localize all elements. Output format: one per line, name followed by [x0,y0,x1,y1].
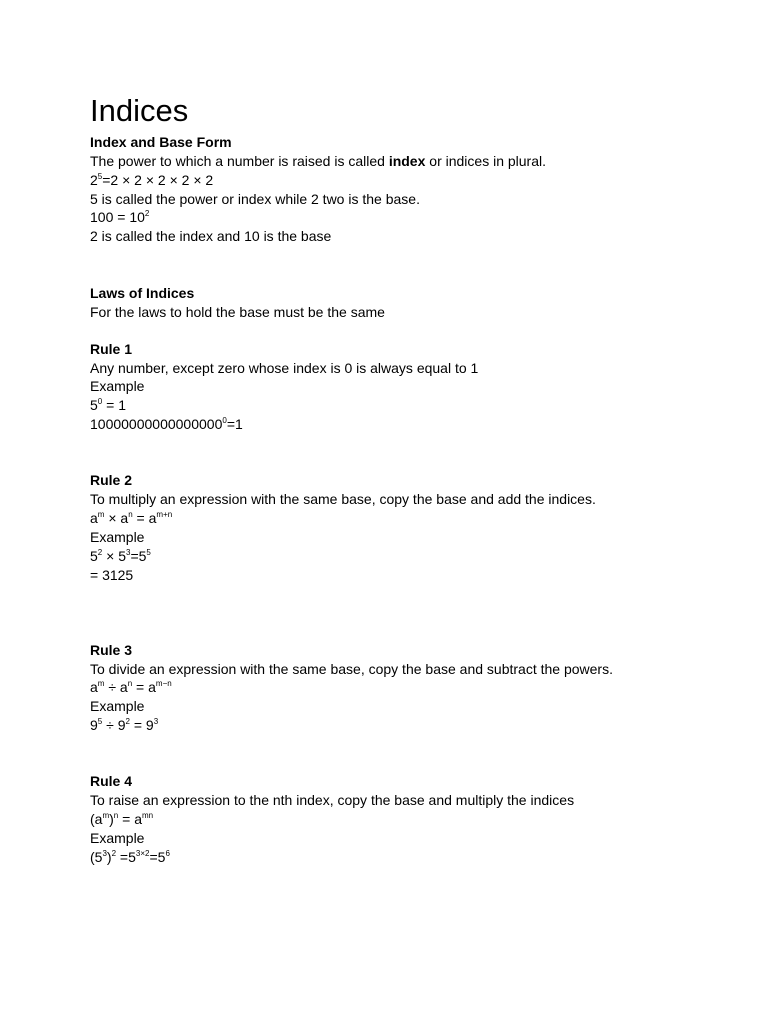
example-two-to-five: $2^5=2 \times 2 \times 2 \times 2 \times 2$ [90,172,214,188]
rule-3-formula: $a^m \div a^n = a^{m-n}$ [90,679,172,695]
rule-1-example-1: $5^0 = 1$ [90,397,126,413]
rule-2-heading: Rule 2 [90,472,133,488]
index-base-explanation: 2 is called the index and 10 is the base [90,228,332,244]
page-title: Indices [90,93,189,128]
laws-condition: For the laws to hold the base must be the same [90,304,385,320]
rule-3-example: $9^5 \div 9^2 = 9^3$ [90,717,159,733]
rule-3-example-label: Example [90,698,145,714]
section-heading-laws: Laws of Indices [90,285,195,301]
power-index-explanation: 5 is called the power or index while 2 two is the base. [90,191,420,207]
rule-2-formula: $a^m \times a^n = a^{m+n}$ [90,510,173,526]
rule-2-text: To multiply an expression with the same base, copy the base and add the indices. [90,491,596,507]
rule-3-heading: Rule 3 [90,642,133,658]
rule-4-heading: Rule 4 [90,773,133,789]
rule-1-text: Any number, except zero whose index is 0 is always equal to 1 [90,360,479,376]
example-hundred: $100 = 10^2$ [90,209,150,225]
rule-4-example: $(5^3)^2 =5^{3\times 2}=5^6$ [90,849,170,865]
rule-4-formula: $(a^m)^n = a^{mn}$ [90,811,154,827]
rule-2-example: $5^2 \times 5^3=5^5$ [90,548,151,564]
rule-4-text: To raise an expression to the nth index, copy the base and multiply the indices [90,792,575,808]
rule-2-example-label: Example [90,529,145,545]
index-definition: The power to which a number is raised is called index or indices in plural. [90,153,547,169]
rule-3-text: To divide an expression with the same base, copy the base and subtract the powers. [90,661,613,677]
rule-1-heading: Rule 1 [90,341,133,357]
index-term: index [388,153,426,169]
section-heading-index-base: Index and Base Form [90,134,232,150]
rule-1-example-label: Example [90,378,145,394]
rule-2-result: = 3125 [90,567,134,583]
rule-1-example-2: $10000000000000000^0=1$ [90,416,243,432]
rule-4-example-label: Example [90,830,145,846]
